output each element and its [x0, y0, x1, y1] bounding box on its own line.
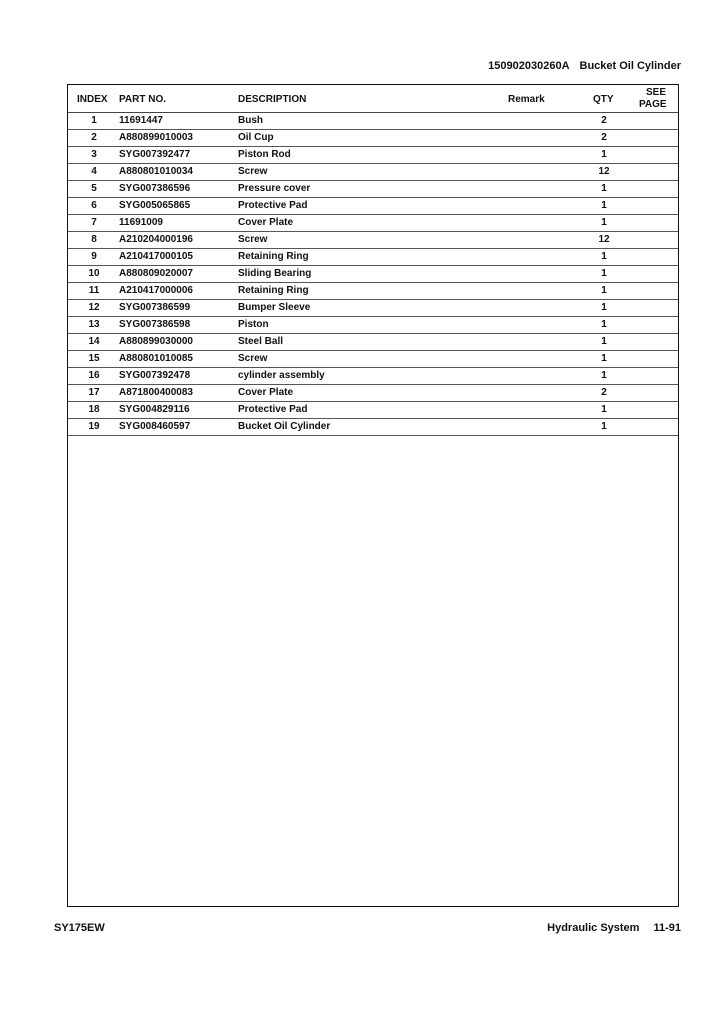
cell-part-no: A210204000196	[119, 234, 193, 245]
cell-description: Sliding Bearing	[238, 268, 312, 279]
cell-part-no: A880899030000	[119, 336, 193, 347]
cell-description: Cover Plate	[238, 217, 294, 228]
cell-description: Protective Pad	[238, 200, 308, 211]
cell-qty: 2	[601, 387, 607, 398]
cell-description: Screw	[238, 234, 268, 245]
cell-part-no: SYG004829116	[119, 404, 190, 415]
cell-qty: 1	[601, 319, 607, 330]
table-row	[68, 419, 678, 436]
parts-table	[67, 84, 679, 907]
cell-qty: 12	[598, 166, 610, 177]
cell-index: 9	[91, 251, 97, 262]
table-row	[68, 113, 678, 130]
cell-index: 12	[88, 302, 100, 313]
column-header-see-page-line1: SEE	[645, 87, 666, 98]
cell-qty: 1	[601, 404, 607, 415]
cell-part-no: A210417000105	[119, 251, 193, 262]
column-header-remark: Remark	[508, 94, 545, 105]
cell-part-no: A880801010034	[119, 166, 193, 177]
cell-qty: 1	[601, 217, 607, 228]
cell-index: 19	[88, 421, 100, 432]
cell-index: 13	[88, 319, 100, 330]
cell-qty: 1	[601, 353, 607, 364]
cell-index: 3	[91, 149, 97, 160]
cell-qty: 1	[601, 183, 607, 194]
column-header-part-no: PART NO.	[119, 94, 167, 105]
cell-qty: 1	[601, 200, 607, 211]
table-row	[68, 351, 678, 368]
cell-description: Piston Rod	[238, 149, 291, 160]
assembly-title: Bucket Oil Cylinder	[579, 60, 681, 72]
cell-qty: 1	[601, 421, 607, 432]
cell-description: Protective Pad	[238, 404, 308, 415]
cell-description: cylinder assembly	[238, 370, 325, 381]
cell-index: 14	[88, 336, 100, 347]
cell-part-no: A880809020007	[119, 268, 193, 279]
cell-index: 11	[88, 285, 100, 296]
cell-description: Pressure cover	[238, 183, 311, 194]
table-row	[68, 402, 678, 419]
cell-part-no: A880899010003	[119, 132, 193, 143]
cell-index: 18	[88, 404, 100, 415]
cell-part-no: SYG008460597	[119, 421, 191, 432]
cell-part-no: SYG007386596	[119, 183, 191, 194]
table-row	[68, 181, 678, 198]
cell-description: Oil Cup	[238, 132, 274, 143]
table-row	[68, 215, 678, 232]
cell-qty: 12	[598, 234, 610, 245]
cell-index: 8	[91, 234, 97, 245]
footer-page-number: 11-91	[653, 922, 681, 934]
cell-qty: 1	[601, 370, 607, 381]
table-row	[68, 334, 678, 351]
cell-description: Retaining Ring	[238, 251, 309, 262]
cell-part-no: 11691447	[119, 115, 163, 126]
cell-description: Retaining Ring	[238, 285, 309, 296]
cell-part-no: A871800400083	[119, 387, 193, 398]
cell-part-no: A210417000006	[119, 285, 193, 296]
cell-qty: 2	[601, 115, 607, 126]
cell-part-no: A880801010085	[119, 353, 193, 364]
cell-qty: 1	[601, 251, 607, 262]
footer-section-page	[547, 922, 681, 934]
table-row	[68, 232, 678, 249]
table-row	[68, 368, 678, 385]
page-header-title	[488, 60, 681, 72]
cell-qty: 1	[601, 285, 607, 296]
table-row	[68, 266, 678, 283]
table-row	[68, 164, 678, 181]
column-header-qty: QTY	[593, 94, 614, 105]
cell-part-no: SYG005065865	[119, 200, 191, 211]
cell-description: Screw	[238, 353, 268, 364]
cell-index: 1	[91, 115, 97, 126]
cell-part-no: SYG007386599	[119, 302, 191, 313]
cell-qty: 1	[601, 302, 607, 313]
cell-index: 10	[88, 268, 100, 279]
cell-index: 4	[91, 166, 97, 177]
table-row	[68, 283, 678, 300]
cell-description: Bucket Oil Cylinder	[238, 421, 331, 432]
footer-model: SY175EW	[54, 922, 105, 934]
table-row	[68, 385, 678, 402]
table-row	[68, 130, 678, 147]
table-row	[68, 147, 678, 164]
cell-part-no: SYG007386598	[119, 319, 191, 330]
cell-qty: 1	[601, 268, 607, 279]
cell-index: 2	[91, 132, 97, 143]
cell-part-no: 11691009	[119, 217, 163, 228]
cell-qty: 1	[601, 149, 607, 160]
cell-description: Steel Ball	[238, 336, 284, 347]
cell-index: 16	[88, 370, 100, 381]
table-row	[68, 300, 678, 317]
cell-description: Bumper Sleeve	[238, 302, 311, 313]
column-header-see-page-line2: PAGE	[639, 99, 667, 110]
table-row	[68, 198, 678, 215]
table-row	[68, 317, 678, 334]
assembly-code: 150902030260A	[488, 60, 570, 72]
cell-qty: 1	[601, 336, 607, 347]
cell-description: Screw	[238, 166, 268, 177]
column-header-index: INDEX	[77, 94, 108, 105]
cell-index: 5	[91, 183, 97, 194]
cell-description: Piston	[238, 319, 269, 330]
cell-part-no: SYG007392478	[119, 370, 191, 381]
cell-index: 7	[91, 217, 97, 228]
column-header-description: DESCRIPTION	[238, 94, 307, 105]
cell-index: 6	[91, 200, 97, 211]
table-body	[68, 113, 678, 436]
cell-qty: 2	[601, 132, 607, 143]
cell-description: Bush	[238, 115, 263, 126]
cell-index: 17	[88, 387, 100, 398]
cell-part-no: SYG007392477	[119, 149, 191, 160]
cell-index: 15	[88, 353, 100, 364]
table-row	[68, 249, 678, 266]
footer-section: Hydraulic System	[547, 922, 640, 934]
cell-description: Cover Plate	[238, 387, 294, 398]
